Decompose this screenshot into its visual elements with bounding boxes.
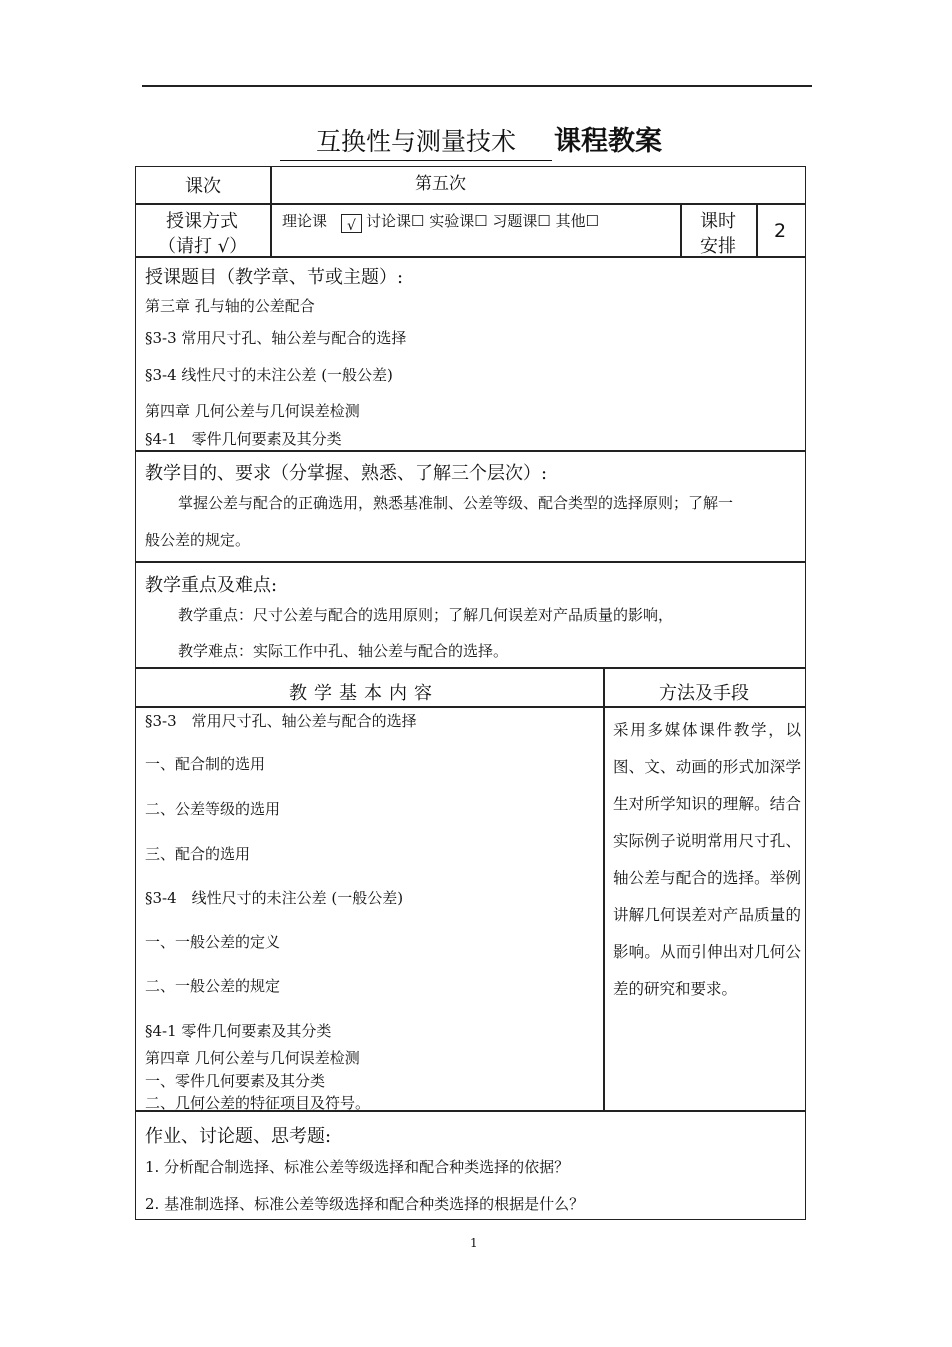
topic-line: §3-4 线性尺寸的未注公差 (一般公差) (145, 366, 393, 384)
column-divider (603, 667, 605, 1111)
doc-type: 课程教案 (554, 126, 662, 157)
row-divider (135, 667, 806, 669)
content-item: 二、一般公差的规定 (145, 977, 281, 995)
header-rule (142, 85, 812, 87)
teaching-method-label: 授课方式 (166, 211, 238, 232)
content-item: §3-4 线性尺寸的未注公差 (一般公差) (145, 889, 404, 907)
lecture-checkbox[interactable]: √ (341, 214, 362, 233)
focus-text: 教学重点：尺寸公差与配合的选用原则；了解几何误差对产品质量的影响， (178, 606, 674, 624)
column-divider (680, 203, 682, 257)
row-divider (135, 203, 806, 205)
content-item: §3-3 常用尺寸孔、轴公差与配合的选择 (145, 712, 417, 730)
content-column-header: 教学基本内容 (289, 683, 439, 704)
column-divider (756, 203, 758, 257)
objectives-text: 掌握公差与配合的正确选用，熟悉基准制、公差等级、配合类型的选择原则；了解一 (178, 494, 734, 512)
topics-heading: 授课题目（教学章、节或主题）: (145, 267, 404, 288)
content-item: §4-1 零件几何要素及其分类 (145, 1022, 332, 1040)
topic-line: 第三章 孔与轴的公差配合 (145, 297, 315, 315)
hours-value: 2 (774, 220, 787, 242)
content-item: 第四章 几何公差与几何误差检测 (145, 1049, 360, 1067)
content-item: 三、配合的选用 (145, 845, 251, 863)
methods-text: 采用多媒体课件教学，以图、文、动画的形式加深学生对所学知识的理解。结合实际例子说明常用尺寸孔、轴公差与配合的选择。举例讲解几何误差对产品质量的影响。从而引伸出对几何公差的研究和要求。 (613, 721, 801, 998)
homework-question: 1. 分析配合制选择、标准公差等级选择和配合种类选择的依据？ (145, 1158, 570, 1176)
topic-line: §3-3 常用尺寸孔、轴公差与配合的选择 (145, 329, 407, 347)
topic-line: 第四章 几何公差与几何误差检测 (145, 402, 360, 420)
session-value: 第五次 (415, 174, 466, 194)
row-divider (135, 561, 806, 563)
difficulty-text: 教学难点：实际工作中孔、轴公差与配合的选择。 (178, 642, 509, 660)
row-divider (135, 706, 806, 708)
teaching-method-hint: （请打 √） (158, 236, 248, 257)
content-item: 一、零件几何要素及其分类 (145, 1072, 326, 1090)
homework-question: 2. 基准制选择、标准公差等级选择和配合种类选择的根据是什么？ (145, 1195, 585, 1213)
content-item: 二、几何公差的特征项目及符号。 (145, 1094, 371, 1112)
topic-line: §4-1 零件几何要素及其分类 (145, 430, 342, 448)
option-others: 讨论课☐ 实验课☐ 习题课☐ 其他☐ (366, 212, 600, 230)
objectives-text-cont: 般公差的规定。 (145, 531, 251, 549)
option-lecture: 理论课 (282, 212, 328, 230)
course-name: 互换性与测量技术 (280, 124, 552, 161)
content-item: 一、一般公差的定义 (145, 933, 281, 951)
column-divider (270, 166, 272, 257)
hours-label-2: 安排 (700, 236, 736, 257)
content-item: 二、公差等级的选用 (145, 800, 281, 818)
hours-label: 课时 (700, 211, 736, 232)
page-number: 1 (470, 1236, 478, 1250)
key-points-heading: 教学重点及难点: (145, 575, 278, 596)
homework-heading: 作业、讨论题、思考题: (145, 1126, 332, 1147)
document-title (280, 124, 662, 160)
objectives-heading: 教学目的、要求（分掌握、熟悉、了解三个层次）: (145, 463, 548, 484)
session-label: 课次 (185, 176, 221, 197)
methods-column-header: 方法及手段 (659, 683, 749, 704)
content-item: 一、配合制的选用 (145, 755, 266, 773)
row-divider (135, 450, 806, 452)
